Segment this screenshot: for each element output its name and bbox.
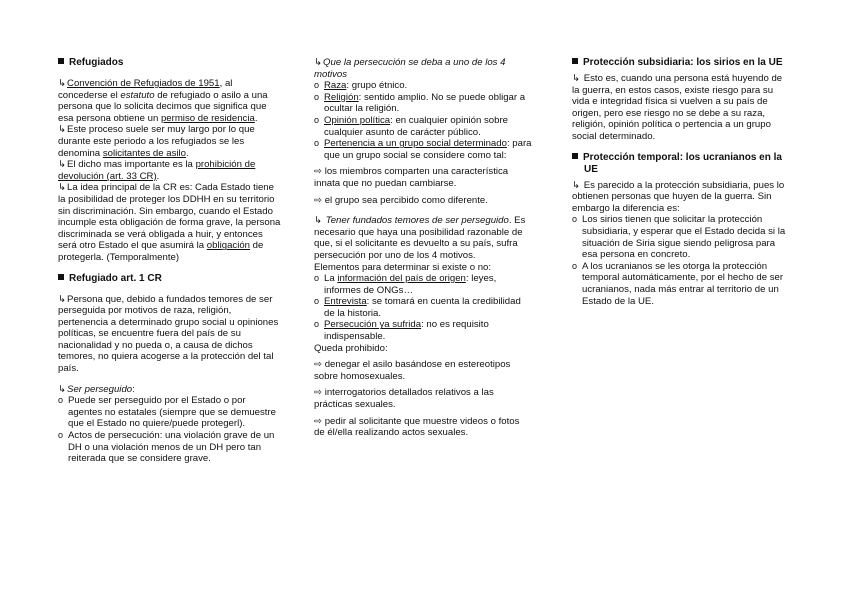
list-item: o Puede ser perseguido por el Estado o por agentes no estatales (siempre que se demuestre que el Estado no quiere/puede protegerl).	[58, 395, 282, 430]
return-arrow-icon: ↳	[314, 57, 323, 68]
list-item: o Entrevista: se tomará en cuenta la credibilidad de la historia.	[314, 296, 532, 319]
motivos-list	[314, 80, 532, 161]
list-item: o Opinión política: en cualquier opinión sobre cualquier asunto de carácter público.	[314, 115, 532, 138]
list-item: o Raza: grupo étnico.	[314, 80, 532, 92]
prohibido-item: ⇨ interrogatorios detallados relativos a las prácticas sexuales.	[314, 387, 494, 411]
heading-proteccion-subsidiaria: Protección subsidiaria: los sirios en la UE	[572, 57, 790, 69]
square-bullet-icon	[572, 58, 578, 64]
heading-refugiado-art1: Refugiado art. 1 CR	[58, 273, 282, 285]
square-bullet-icon	[58, 274, 64, 280]
right-arrow-icon: ⇨	[314, 359, 325, 371]
paragraph-elementos: Elementos para determinar si existe o no:	[314, 261, 492, 273]
column-3	[572, 57, 790, 307]
return-arrow-icon: ↳	[572, 179, 581, 191]
list-item: o Los sirios tienen que solicitar la protección subsidiaria, y esperar que el Estado decida si la situación de Siria sigue siendo peligrosa para esa persona en concreto.	[572, 214, 790, 260]
list-item: o A los ucranianos se les otorga la protección temporal automáticamente, por el hecho de ser ucranianos, nada más entrar al territorio de un Estado de la UE.	[572, 261, 790, 307]
right-arrow-icon: ⇨	[314, 415, 325, 427]
paragraph-ser-perseguido: ↳Ser perseguido:	[58, 383, 135, 395]
heading-proteccion-temporal: Protección temporal: los ucranianos en la UE	[572, 152, 790, 176]
right-arrow-icon: ⇨	[314, 166, 325, 178]
heading-refugiados: Refugiados	[58, 57, 282, 69]
list-item: o La información del país de origen: leyes, informes de ONGs…	[314, 273, 532, 296]
return-arrow-icon: ↳	[314, 215, 323, 227]
return-arrow-icon: ↳	[58, 383, 67, 395]
list-item: o Persecución ya sufrida: no es requisito indispensable.	[314, 319, 532, 342]
square-bullet-icon	[58, 58, 64, 64]
square-bullet-icon	[572, 153, 578, 159]
elementos-list	[314, 273, 532, 343]
list-item: o Pertenencia a un grupo social determinado: para que un grupo social se considere como tal:	[314, 138, 532, 161]
paragraph-fundados-temores: ↳ Tener fundados temores de ser perseguido. Es necesario que haya una posibilidad razonable de que, si el solicitante es devuelto a su país, sufra persecución por uno de los 4 motivos.	[314, 215, 526, 261]
criterion-percibido: ⇨ el grupo sea percibido como diferente.	[314, 194, 488, 206]
list-item: o Actos de persecución: una violación grave de un DH o una violación menos de un DH pero tan reiterada que se considere grave.	[58, 430, 282, 465]
return-arrow-icon: ↳	[58, 78, 67, 89]
criterion-innata: ⇨ los miembros comparten una característica innata que no puedan cambiarse.	[314, 166, 509, 189]
paragraph-motivos: ↳Que la persecución se deba a uno de los 4 motivos	[314, 57, 506, 80]
paragraph-idea-principal: ↳La idea principal de la CR es: Cada Estado tiene la posibilidad de proteger los DDHH en su territorio sin discriminación. Sin embargo, cuando el Estado incumple esta obligación de forma grave, la persona discriminada se verá obligada a huir, y entonces será otro Estado el que asumirá la obligación de protegerla. (Temporalmente)	[58, 182, 281, 263]
column-1	[58, 57, 282, 465]
perseguido-list	[58, 395, 282, 465]
return-arrow-icon: ↳	[572, 73, 581, 84]
list-item: o Religión: sentido amplio. No se puede obligar a ocultar la religión.	[314, 92, 532, 115]
paragraph-devolucion: ↳El dicho mas importante es la prohibición de devolución (art. 33 CR).	[58, 159, 256, 182]
return-arrow-icon: ↳	[58, 124, 67, 136]
prohibido-item: ⇨ pedir al solicitante que muestre videos o fotos de él/ella realizando actos sexuales.	[314, 415, 520, 439]
right-arrow-icon: ⇨	[314, 194, 325, 206]
paragraph-temporal: ↳ Es parecido a la protección subsidiaria, pues lo obtienen personas que huyen de la guerra. Sin embargo la diferencia es:	[572, 179, 785, 214]
diferencia-list	[572, 214, 790, 307]
return-arrow-icon: ↳	[58, 182, 67, 194]
paragraph-subsidiaria: ↳ Esto es, cuando una persona está huyendo de la guerra, en estos casos, existe riesgo para su vida e integridad física si vuelven a su país de origen, pero ese riesgo no se debe a su raza, religión, opinión política o pertencia a un grupo social determinado.	[572, 73, 783, 142]
right-arrow-icon: ⇨	[314, 387, 325, 399]
column-2	[314, 57, 532, 439]
return-arrow-icon: ↳	[58, 159, 67, 171]
paragraph-convencion: ↳Convención de Refugiados de 1951, al concederse el estatuto de refugiado o asilo a una persona que lo solicita decimos que significa que esa persona obtiene un permiso de residencia.	[58, 78, 268, 124]
paragraph-proceso: ↳Este proceso suele ser muy largo por lo que durante este periodo a los refugiados se les denomina solicitantes de asilo.	[58, 124, 255, 159]
paragraph-prohibido: Queda prohibido:	[314, 342, 388, 354]
return-arrow-icon: ↳	[58, 293, 67, 305]
paragraph-definicion: ↳Persona que, debido a fundados temores de ser perseguida por motivos de raza, religión, pertenencia a determinado grupo social u opiniones políticas, se encuentre fuera del país de su nacionalidad y no pueda o, a causa de dichos temores, no quiera acogerse a la protección del tal país.	[58, 293, 279, 375]
prohibido-item: ⇨ denegar el asilo basándose en estereotipos sobre homosexuales.	[314, 359, 511, 382]
